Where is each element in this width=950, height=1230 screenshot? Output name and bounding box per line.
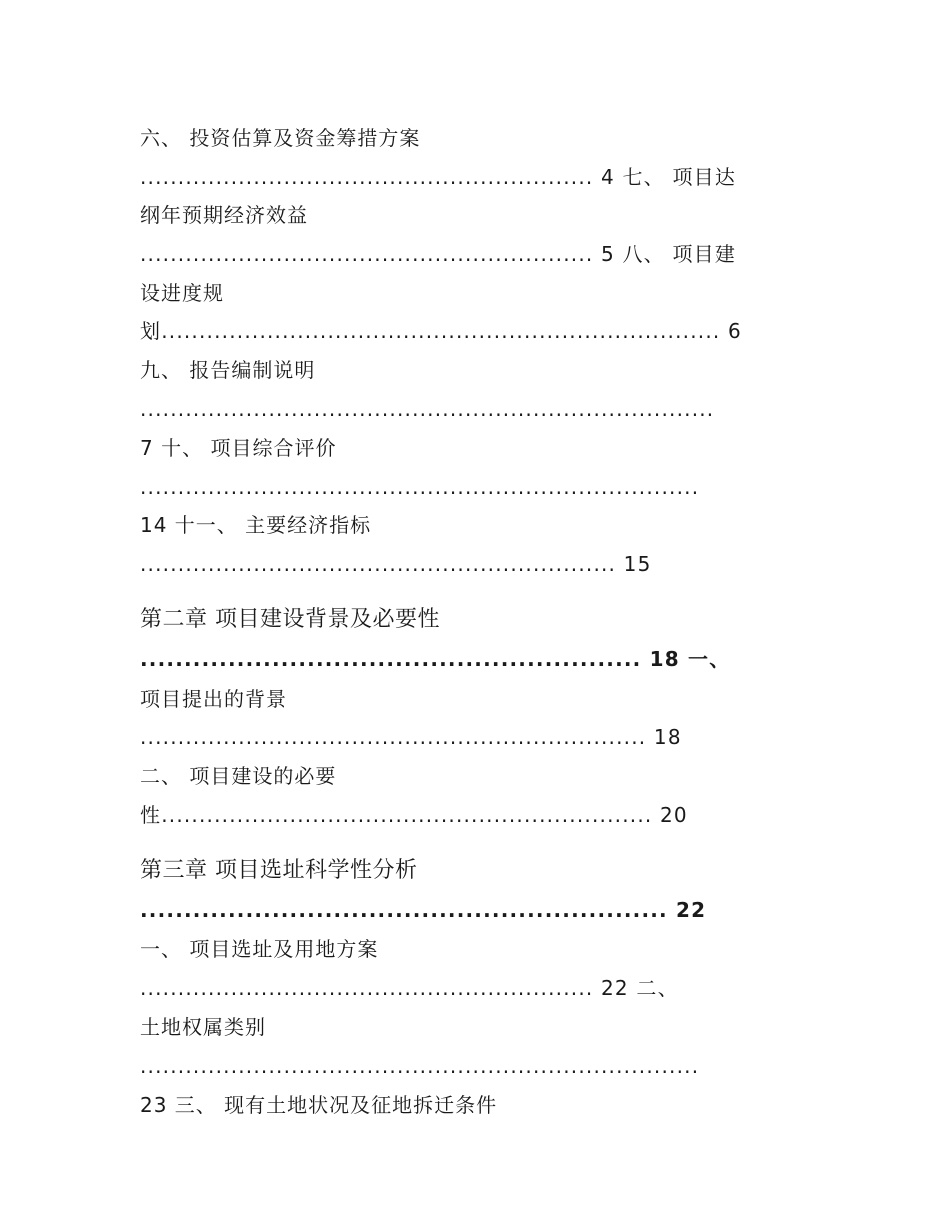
toc-line: ............................................................ 5 八、 项目建 bbox=[140, 242, 737, 266]
toc-line: 项目提出的背景 bbox=[140, 687, 287, 711]
toc-line: 性................................................................. 20 bbox=[140, 803, 688, 827]
toc-line: .......................................................................... bbox=[140, 475, 700, 499]
toc-line: 纲年预期经济效益 bbox=[140, 203, 308, 227]
toc-line: 7 十、 项目综合评价 bbox=[140, 436, 337, 460]
toc-line: ............................................................ 4 七、 项目达 bbox=[140, 165, 737, 189]
toc-line: ......................................................... 18 一、 bbox=[140, 647, 731, 671]
toc-line: 土地权属类别 bbox=[140, 1015, 266, 1039]
toc-line: 23 三、 现有土地状况及征地拆迁条件 bbox=[140, 1093, 498, 1117]
toc-line: 六、 投资估算及资金筹措方案 bbox=[140, 126, 421, 150]
toc-line: 一、 项目选址及用地方案 bbox=[140, 937, 379, 961]
toc-line: 二、 项目建设的必要 bbox=[140, 764, 337, 788]
toc-line: 14 十一、 主要经济指标 bbox=[140, 513, 372, 537]
toc-line: ............................................................ 22 bbox=[140, 898, 707, 922]
toc-line: ............................................................... 15 bbox=[140, 552, 652, 576]
toc-line: 划.......................................................................... 6 bbox=[140, 319, 742, 343]
chapter-heading: 第三章 项目选址科学性分析 bbox=[140, 858, 418, 883]
toc-line: 设进度规 bbox=[140, 281, 224, 305]
chapter-heading: 第二章 项目建设背景及必要性 bbox=[140, 607, 440, 632]
toc-line: 九、 报告编制说明 bbox=[140, 358, 316, 382]
toc-line: .......................................................................... bbox=[140, 1054, 700, 1078]
toc-line: ............................................................ 22 二、 bbox=[140, 976, 679, 1000]
toc-line: ............................................................................ bbox=[140, 397, 715, 421]
toc-line: ................................................................... 18 bbox=[140, 725, 682, 749]
